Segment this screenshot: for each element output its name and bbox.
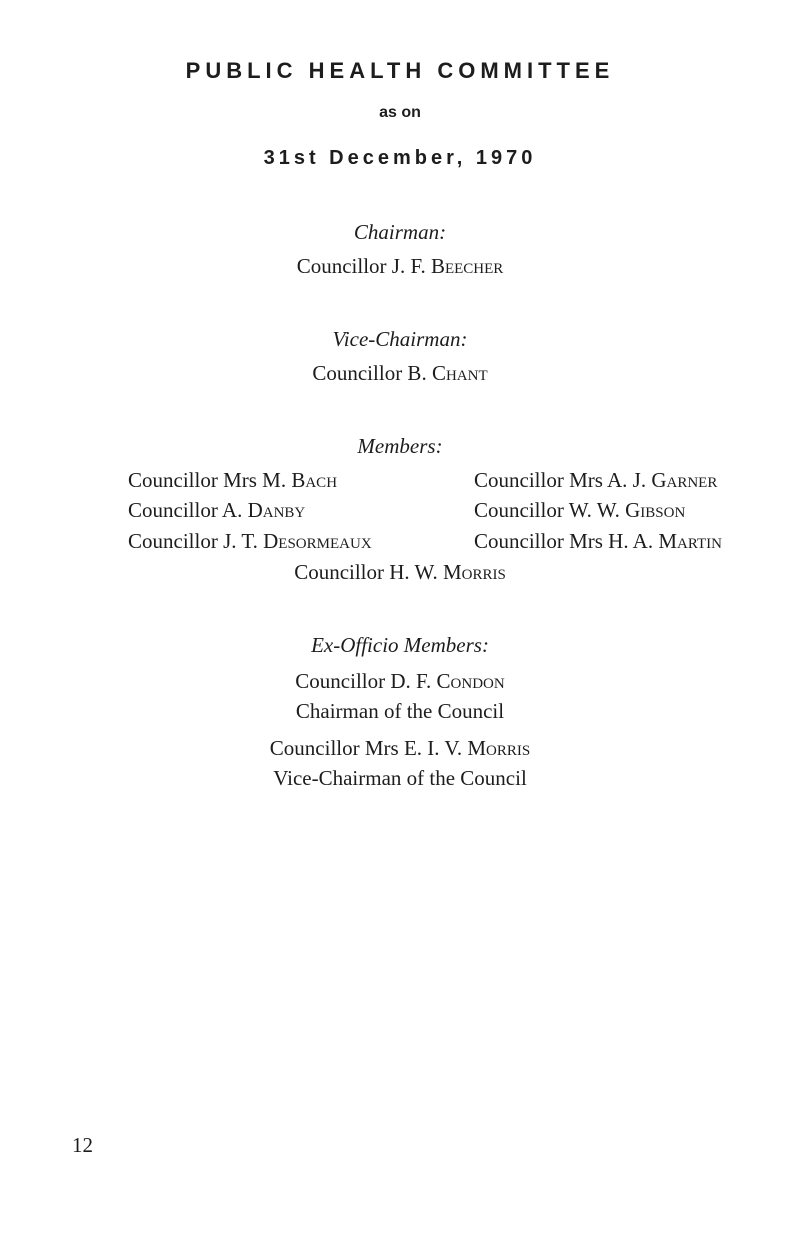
- chairman-name: [0, 254, 800, 279]
- chairman-role: Chairman:: [353, 220, 447, 244]
- ex-officio-1-title: Chairman of the Council: [295, 699, 505, 723]
- member-left-2-prefix: Councillor A.: [128, 498, 248, 522]
- vice-chairman-role: Vice-Chairman:: [332, 327, 468, 351]
- member-right-2-surname: Gibson: [625, 498, 686, 522]
- members-role-label: Members: [357, 434, 436, 458]
- member-right-3: [474, 529, 722, 554]
- member-left-3-surname: Desormeaux: [263, 529, 372, 553]
- member-centered: [0, 560, 800, 585]
- member-left-3-prefix: Councillor J. T.: [128, 529, 264, 553]
- ex-officio-2-surname: Morris: [467, 736, 531, 760]
- chairman-name-prefix: Councillor J. F.: [296, 254, 431, 278]
- members-role: Members:: [357, 434, 443, 458]
- member-left-2-surname: Danby: [247, 498, 306, 522]
- ex-officio-role-label: Ex-Officio Members: [311, 633, 482, 657]
- member-centered-prefix: Councillor H. W.: [294, 560, 443, 584]
- vice-chairman-surname: Chant: [431, 361, 488, 385]
- member-centered-surname: Morris: [442, 560, 506, 584]
- ex-officio-1-surname: Condon: [436, 669, 505, 693]
- member-right-3-surname: Martin: [658, 529, 722, 553]
- committee-title: PUBLIC HEALTH COMMITTEE: [185, 58, 615, 83]
- chairman-surname: Beecher: [430, 254, 504, 278]
- member-left-1-surname: Bach: [291, 468, 338, 492]
- member-right-2: [474, 498, 685, 523]
- member-left-3: [128, 529, 372, 554]
- ex-officio-1-name: [0, 669, 800, 694]
- ex-officio-role: Ex-Officio Members:: [311, 633, 489, 657]
- as-on-label: as on: [379, 104, 421, 121]
- vice-chairman-role-label: Vice-Chairman: [332, 327, 461, 351]
- member-right-3-prefix: Councillor Mrs H. A.: [474, 529, 659, 553]
- ex-officio-2-prefix: Councillor Mrs E. I. V.: [269, 736, 468, 760]
- member-left-2: [128, 498, 305, 523]
- chairman-role-label: Chairman: [353, 220, 440, 244]
- member-right-1-prefix: Councillor Mrs A. J.: [474, 468, 652, 492]
- vice-chairman-name: [0, 361, 800, 386]
- vice-chairman-name-prefix: Councillor B.: [312, 361, 432, 385]
- member-left-1: [128, 468, 337, 493]
- member-right-2-prefix: Councillor W. W.: [474, 498, 626, 522]
- ex-officio-1-prefix: Councillor D. F.: [295, 669, 437, 693]
- member-left-1-prefix: Councillor Mrs M.: [128, 468, 292, 492]
- ex-officio-2-name: [0, 736, 800, 761]
- member-right-1: [474, 468, 717, 493]
- ex-officio-2-title: Vice-Chairman of the Council: [273, 766, 527, 790]
- page-number: 12: [72, 1133, 93, 1157]
- report-date: 31st December, 1970: [263, 147, 537, 169]
- member-right-1-surname: Garner: [651, 468, 718, 492]
